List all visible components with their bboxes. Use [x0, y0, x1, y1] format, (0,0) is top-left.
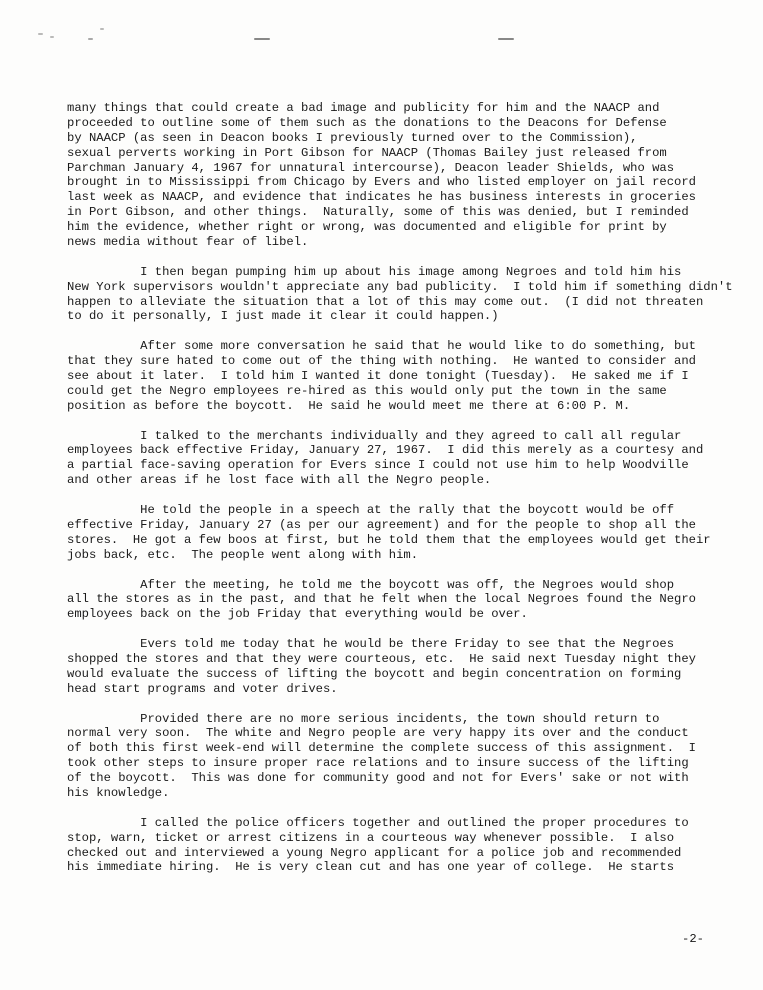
scan-mark: [498, 38, 514, 40]
scan-mark: [88, 38, 93, 40]
text-line: I talked to the merchants individually and they agreed to call all regular: [67, 428, 682, 443]
text-line: brought in to Mississippi from Chicago by Evers and who listed employer on jail record: [67, 175, 696, 190]
text-line: stop, warn, ticket or arrest citizens in a courteous way whenever possible. I also: [67, 830, 675, 845]
paragraph: [67, 101, 757, 250]
text-line: employees back on the job Friday that everything would be over.: [67, 607, 528, 622]
text-line: him the evidence, whether right or wrong, was documented and eligible for print by: [67, 220, 667, 235]
text-line: see about it later. I told him I wanted it done tonight (Tuesday). He saked me if I: [67, 369, 689, 384]
text-line: normal very soon. The white and Negro people are very happy its over and the conduct: [67, 726, 689, 741]
text-line: proceeded to outline some of them such as the donations to the Deacons for Defense: [67, 115, 667, 130]
paragraph: [67, 429, 757, 489]
scan-mark: [254, 38, 270, 40]
text-line: stores. He got a few boos at first, but he told them that the employees would get their: [67, 532, 711, 547]
paragraph: [67, 637, 757, 697]
text-line: happen to alleviate the situation that a lot of this may come out. (I did not threaten: [67, 294, 704, 309]
page-number: -2-: [682, 932, 704, 946]
text-line: He told the people in a speech at the rally that the boycott would be off: [67, 503, 675, 518]
text-line: After the meeting, he told me the boycott was off, the Negroes would shop: [67, 577, 675, 592]
text-line: employees back effective Friday, January 27, 1967. I did this merely as a courtesy and: [67, 443, 704, 458]
text-line: After some more conversation he said that he would like to do something, but: [67, 339, 696, 354]
text-line: last week as NAACP, and evidence that indicates he has business interests in groceries: [67, 190, 696, 205]
text-line: to do it personally, I just made it clear it could happen.): [67, 309, 499, 324]
scan-mark: [50, 36, 54, 38]
text-line: all the stores as in the past, and that he felt when the local Negroes found the Negro: [67, 592, 696, 607]
paragraph: [67, 503, 757, 563]
text-line: of the boycott. This was done for community good and not for Evers' sake or not with: [67, 771, 689, 786]
text-line: his immediate hiring. He is very clean cut and has one year of college. He starts: [67, 860, 675, 875]
paragraph: [67, 265, 757, 325]
document-body: [67, 101, 757, 890]
text-line: shopped the stores and that they were courteous, etc. He said next Tuesday night they: [67, 651, 696, 666]
text-line: his knowledge.: [67, 785, 170, 800]
text-line: of both this first week-end will determine the complete success of this assignment. I: [67, 741, 696, 756]
text-line: Parchman January 4, 1967 for unnatural intercourse), Deacon leader Shields, who was: [67, 160, 675, 175]
text-line: by NAACP (as seen in Deacon books I previously turned over to the Commission),: [67, 130, 638, 145]
text-line: took other steps to insure proper race relations and to insure success of the lifting: [67, 756, 689, 771]
paragraph: [67, 712, 757, 801]
text-line: in Port Gibson, and other things. Naturally, some of this was denied, but I reminded: [67, 205, 689, 220]
paragraph: [67, 339, 757, 413]
text-line: checked out and interviewed a young Negro applicant for a police job and recommended: [67, 845, 682, 860]
text-line: Provided there are no more serious incidents, the town should return to: [67, 711, 660, 726]
scan-mark: [100, 28, 104, 30]
text-line: I then began pumping him up about his image among Negroes and told him his: [67, 264, 682, 279]
paragraph: [67, 578, 757, 623]
text-line: Evers told me today that he would be there Friday to see that the Negroes: [67, 637, 675, 652]
text-line: a partial face-saving operation for Evers since I could not use him to help Woodville: [67, 458, 689, 473]
text-line: New York supervisors wouldn't appreciate any bad publicity. I told him if something didn't: [67, 279, 733, 294]
text-line: and other areas if he lost face with all the Negro people.: [67, 473, 492, 488]
text-line: could get the Negro employees re-hired as this would only put the town in the same: [67, 383, 667, 398]
text-line: position as before the boycott. He said he would meet me there at 6:00 P. M.: [67, 398, 631, 413]
text-line: many things that could create a bad image and publicity for him and the NAACP and: [67, 101, 660, 115]
text-line: that they sure hated to come out of the thing with nothing. He wanted to consider and: [67, 354, 696, 369]
text-line: head start programs and voter drives.: [67, 681, 338, 696]
scan-mark: [38, 33, 43, 35]
text-line: jobs back, etc. The people went along with him.: [67, 547, 419, 562]
text-line: effective Friday, January 27 (as per our agreement) and for the people to shop all the: [67, 517, 696, 532]
text-line: sexual perverts working in Port Gibson for NAACP (Thomas Bailey just released from: [67, 145, 667, 160]
text-line: news media without fear of libel.: [67, 235, 309, 250]
paragraph: [67, 816, 757, 876]
text-line: I called the police officers together and outlined the proper procedures to: [67, 815, 689, 830]
text-line: would evaluate the success of lifting the boycott and begin concentration on forming: [67, 666, 682, 681]
